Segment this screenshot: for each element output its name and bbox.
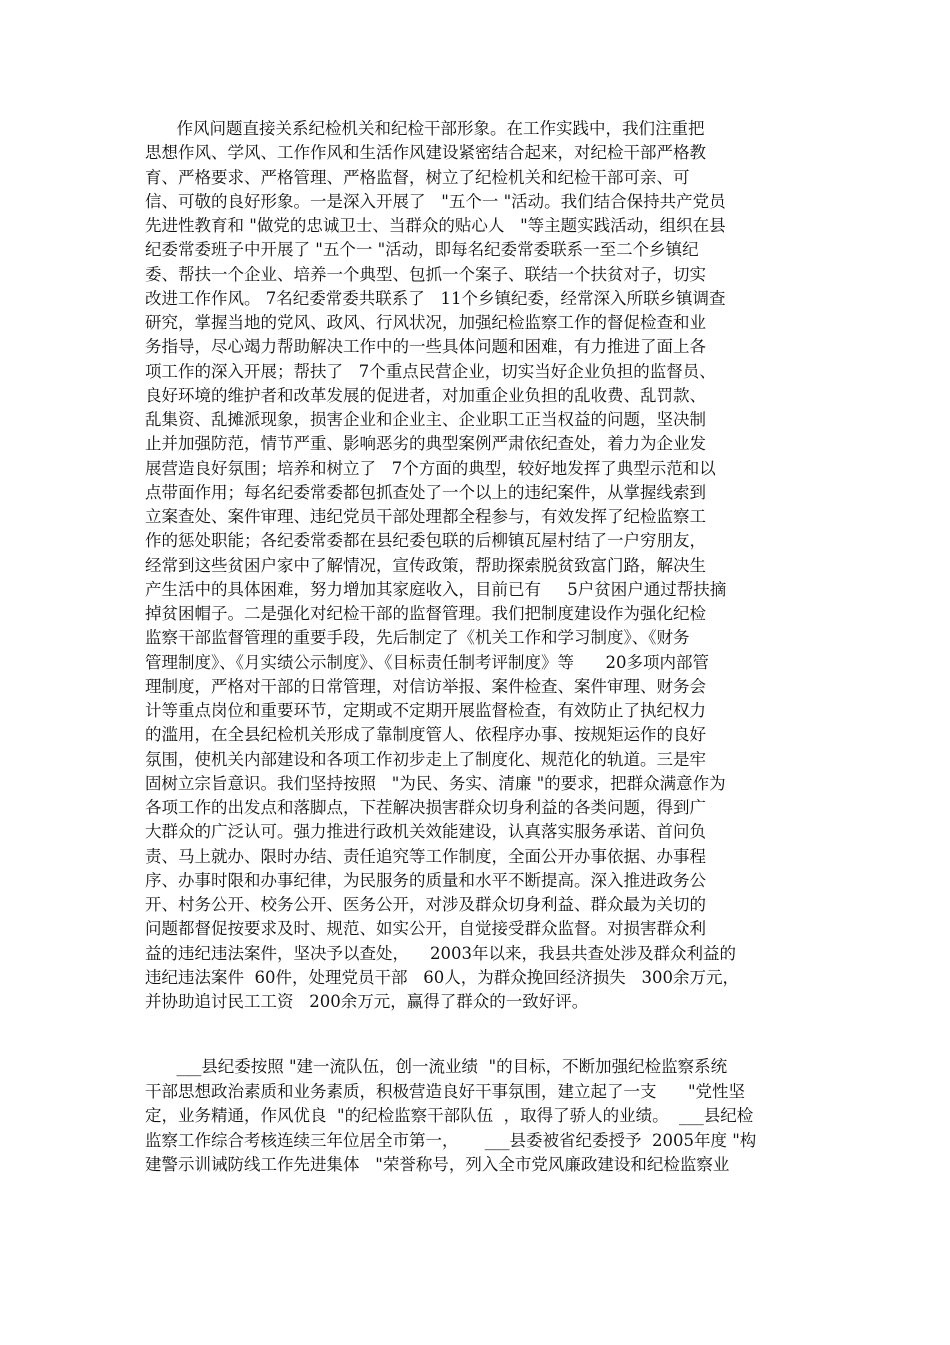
text-line: 信、可敬的良好形象。一是深入开展了 "五个一 "活动。我们结合保持共产党员 <box>145 191 726 211</box>
text-line: 掉贫困帽子。二是强化对纪检干部的监督管理。我们把制度建设作为强化纪检 <box>145 604 706 623</box>
text-line: 管理制度》、《月实绩公示制度》、《目标责任制考评制度》等 20多项内部管 <box>145 652 709 672</box>
text-line: 氛围，使机关内部建设和各项工作初步走上了制度化、规范化的轨道。三是牢 <box>145 749 706 769</box>
text-line: 的滥用，在全县纪检机关形成了靠制度管人、依程序办事、按规矩运作的良好 <box>145 725 706 745</box>
text-line: 干部思想政治素质和业务素质，积极营造良好干事氛围，建立起了一支 "党性坚 <box>145 1081 746 1101</box>
text-line: 良好环境的维护者和改革发展的促进者，对加重企业负担的乱收费、乱罚款、 <box>145 385 706 405</box>
text-line: 务指导，尽心竭力帮助解决工作中的一些具体问题和困难，有力推进了面上各 <box>145 337 706 357</box>
text-line: 各项工作的出发点和落脚点，下茬解决损害群众切身利益的各类问题，得到广 <box>145 798 706 817</box>
text-line: 研究，掌握当地的党风、政风、行风状况，加强纪检监察工作的督促检查和业 <box>145 313 706 332</box>
text-line: 纪委常委班子中开展了 "五个一 "活动，即每名纪委常委联系一至二个乡镇纪 <box>145 240 699 260</box>
text-line: 序、办事时限和办事纪律，为民服务的质量和水平不断提高。深入推进政务公 <box>145 870 706 890</box>
text-line: 理制度，严格对干部的日常管理，对信访举报、案件检查、案件审理、财务会 <box>145 676 706 696</box>
text-line: 乱集资、乱摊派现象，损害企业和企业主、企业职工正当权益的问题，坚决制 <box>145 410 706 429</box>
text-line: 止并加强防范，情节严重、影响恶劣的典型案例严肃依纪查处，着力为企业发 <box>145 434 706 454</box>
text-line: 监察干部监督管理的重要手段，先后制定了《机关工作和学习制度》、《财务 <box>145 628 690 648</box>
text-line: 问题都督促按要求及时、规范、如实公开，自觉接受群众监督。对损害群众利 <box>145 919 706 939</box>
text-line: 并协助追讨民工工资 200余万元，赢得了群众的一致好评。 <box>145 992 589 1011</box>
text-line: 委、帮扶一个企业、培养一个典型、包抓一个案子、联结一个扶贫对子，切实 <box>145 264 706 284</box>
text-line: 作的惩处职能；各纪委常委都在县纪委包联的后柳镇瓦屋村结了一户穷朋友， <box>145 531 706 551</box>
text-line: 立案查处、案件审理、违纪党员干部处理都全程参与，有效发挥了纪检监察工 <box>145 507 706 526</box>
text-line: 计等重点岗位和重要环节，定期或不定期开展监督检查，有效防止了执纪权力 <box>145 701 706 720</box>
text-line: 思想作风、学风、工作作风和生活作风建设紧密结合起来，对纪检干部严格教 <box>145 143 706 163</box>
text-line: 项工作的深入开展；帮扶了 7个重点民营企业，切实当好企业负担的监督员、 <box>145 361 716 381</box>
text-line: 改进工作作风。 7名纪委常委共联系了 11个乡镇纪委，经常深入所联乡镇调查 <box>145 288 726 308</box>
text-line: 监察工作综合考核连续三年位居全市第一， ___县委被省纪委授予 2005年度 "构 <box>145 1130 757 1150</box>
text-line: 展营造良好氛围；培养和树立了 7个方面的典型，较好地发挥了典型示范和以 <box>145 458 716 478</box>
text-line: 建警示训诫防线工作先进集体 "荣誉称号，列入全市党风廉政建设和纪检监察业 <box>145 1155 730 1174</box>
text-line: 大群众的广泛认可。强力推进行政机关效能建设，认真落实服务承诺、首问负 <box>145 822 706 842</box>
text-line: 违纪违法案件 60件，处理党员干部 60人，为群众挽回经济损失 300余万元， <box>145 967 739 987</box>
text-line: 先进性教育和 "做党的忠诚卫士、当群众的贴心人 "等主题实践活动，组织在县 <box>145 216 726 235</box>
text-line: ___县纪委按照 "建一流队伍，创一流业绩 "的目标，不断加强纪检监察系统 <box>145 1057 728 1076</box>
text-line: 育、严格要求、严格管理、严格监督，树立了纪检机关和纪检干部可亲、可 <box>145 167 690 187</box>
text-line: 经常到这些贫困户家中了解情况，宣传政策，帮助探索脱贫致富门路，解决生 <box>145 555 706 575</box>
text-line: 益的违纪违法案件，坚决予以查处， 2003年以来，我县共查处涉及群众利益的 <box>145 943 736 963</box>
text-line: 固树立宗旨意识。我们坚持按照 "为民、务实、清廉 "的要求，把群众满意作为 <box>145 773 726 793</box>
text-line: 作风问题直接关系纪检机关和纪检干部形象。在工作实践中，我们注重把 <box>145 119 705 138</box>
text-line: 责、马上就办、限时办结、责任追究等工作制度，全面公开办事依据、办事程 <box>145 846 706 866</box>
text-line: 开、村务公开、校务公开、医务公开，对涉及群众切身利益、群众最为关切的 <box>145 895 706 914</box>
text-line: 点带面作用；每名纪委常委都包抓查处了一个以上的违纪案件，从掌握线索到 <box>145 482 706 502</box>
text-line: 定，业务精通，作风优良 "的纪检监察干部队伍 ，取得了骄人的业绩。 ___县纪检 <box>145 1106 754 1125</box>
text-line: 产生活中的具体困难，努力增加其家庭收入，目前已有 5户贫困户通过帮扶摘 <box>145 579 727 599</box>
